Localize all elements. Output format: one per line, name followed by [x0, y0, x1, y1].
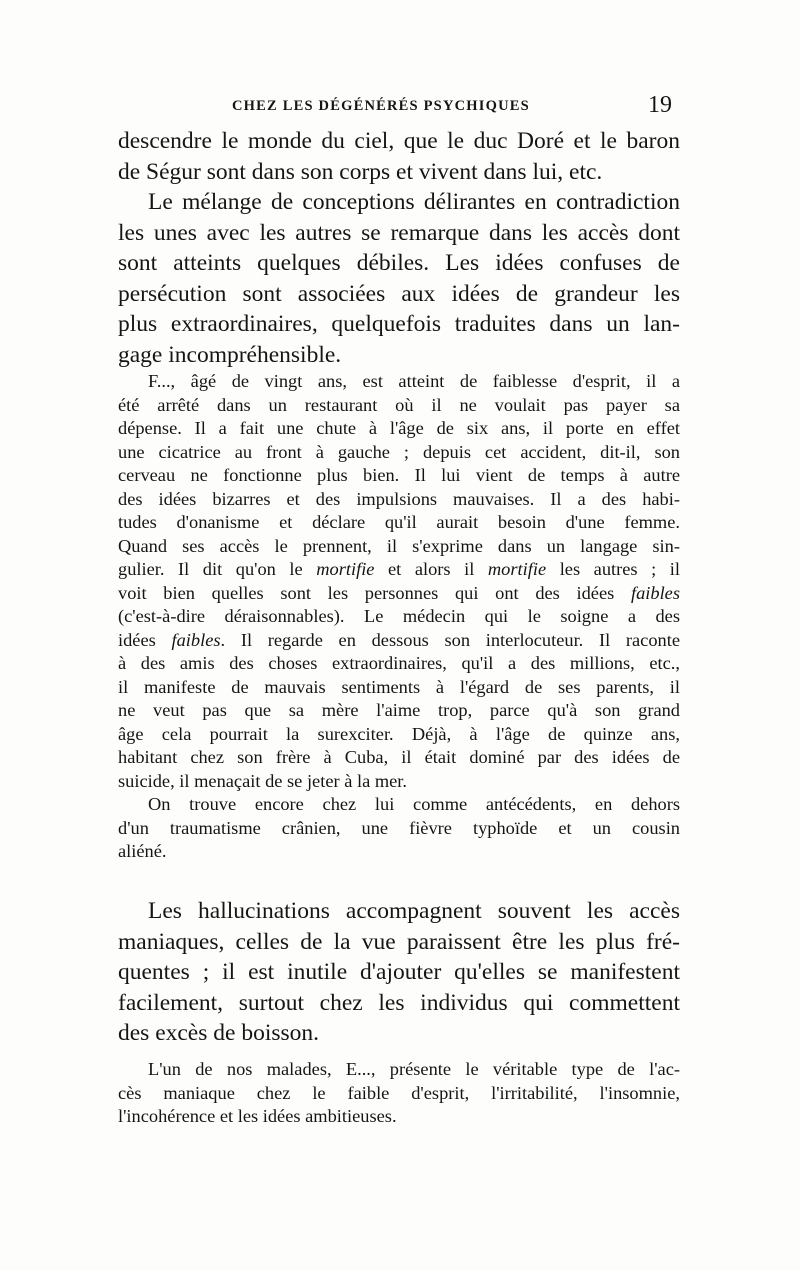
- text-line: maniaques, celles de la vue paraissent être les plus fré-: [118, 928, 680, 955]
- text-line: F..., âgé de vingt ans, est atteint de faiblesse d'esprit, il a: [148, 371, 680, 391]
- text-line: gage incompréhensible.: [118, 341, 342, 368]
- italic-word: faibles: [630, 582, 680, 603]
- text-line: descendre le monde du ciel, que le duc Doré et le baron: [118, 128, 680, 154]
- text-line: dépense. Il a fait une chute à l'âge de six ans, il porte en effet: [118, 418, 680, 438]
- text-line: cès maniaque chez le faible d'esprit, l'irritabilité, l'insomnie,: [118, 1082, 680, 1103]
- text-line: il manifeste de mauvais sentiments à l'égard de ses parents, il: [118, 676, 680, 697]
- text-line: persécution sont associées aux idées de grandeur les: [118, 280, 680, 307]
- text-line: L'un de nos malades, E..., présente le véritable type de l'ac-: [148, 1059, 680, 1079]
- text-line: cerveau ne fonctionne plus bien. Il lui vient de temps à autre: [118, 465, 680, 485]
- text-line: des excès de boisson.: [118, 1020, 320, 1047]
- text-line: l'incohérence et les idées ambitieuses.: [118, 1106, 397, 1126]
- italic-word: mortifie: [316, 559, 375, 579]
- text-line: aliéné.: [118, 841, 167, 861]
- text-line: voit bien quelles sont les personnes qui ont des idées faibles: [118, 582, 680, 603]
- text-line: plus extraordinaires, quelquefois traduites dans un lan-: [118, 311, 680, 338]
- paragraph-hallucinations: [118, 896, 680, 1049]
- text-line: sont atteints quelques débiles. Les idées confuses de: [118, 250, 680, 277]
- text-line: des idées bizarres et des impulsions mauvaises. Il a des habi-: [118, 488, 680, 509]
- running-title: CHEZ LES DÉGÉNÉRÉS PSYCHIQUES: [232, 98, 530, 114]
- text-line: ne veut pas que sa mère l'aime trop, parce qu'à son grand: [118, 700, 680, 720]
- text-line: tudes d'onanisme et déclare qu'il aurait besoin d'une femme.: [118, 512, 680, 532]
- page-number: 19: [648, 92, 672, 118]
- text-line: âge cela pourrait la surexciter. Déjà, à l'âge de quinze ans,: [118, 723, 680, 744]
- paragraph-continuation: [118, 126, 680, 187]
- text-line: été arrêté dans un restaurant où il ne voulait pas payer sa: [118, 394, 680, 415]
- text-line: Les hallucinations accompagnent souvent les accès: [148, 898, 680, 924]
- text-line: d'un traumatisme crânien, une fièvre typhoïde et un cousin: [118, 817, 680, 838]
- text-line: quentes ; il est inutile d'ajouter qu'elles se manifestent: [118, 959, 680, 986]
- text-line: (c'est-à-dire déraisonnables). Le médecin qui le soigne a des: [118, 606, 680, 626]
- text-line: les unes avec les autres se remarque dans les accès dont: [118, 219, 680, 246]
- case-report-e: [118, 1058, 680, 1129]
- text-line: idées faibles. Il regarde en dessous son interlocuteur. Il raconte: [118, 629, 681, 650]
- italic-word: faibles: [171, 629, 221, 650]
- page-header: [120, 92, 680, 122]
- text-line: On trouve encore chez lui comme antécédents, en dehors: [148, 794, 680, 814]
- text-line: une cicatrice au front à gauche ; depuis cet accident, dit-il, son: [118, 441, 680, 462]
- text-line: de Ségur sont dans son corps et vivent dans lui, etc.: [118, 158, 603, 185]
- text-line: suicide, il menaçait de se jeter à la mer.: [118, 770, 408, 791]
- text-line: facilement, surtout chez les individus qui commettent: [118, 989, 680, 1016]
- text-line: Quand ses accès le prennent, il s'exprime dans un langage sin-: [118, 535, 680, 556]
- paragraph-delirium: [118, 187, 680, 371]
- text-line: à des amis des choses extraordinaires, qu'il a des millions, etc.,: [118, 653, 680, 673]
- case-report: [118, 370, 680, 864]
- text-line: Le mélange de conceptions délirantes en contradiction: [148, 189, 680, 215]
- text-line: habitant chez son frère à Cuba, il était dominé par des idées de: [118, 747, 680, 767]
- italic-word: mortifie: [487, 559, 547, 579]
- text-line: gulier. Il dit qu'on le mortifie et alors il mortifie les autres ; il: [118, 559, 680, 579]
